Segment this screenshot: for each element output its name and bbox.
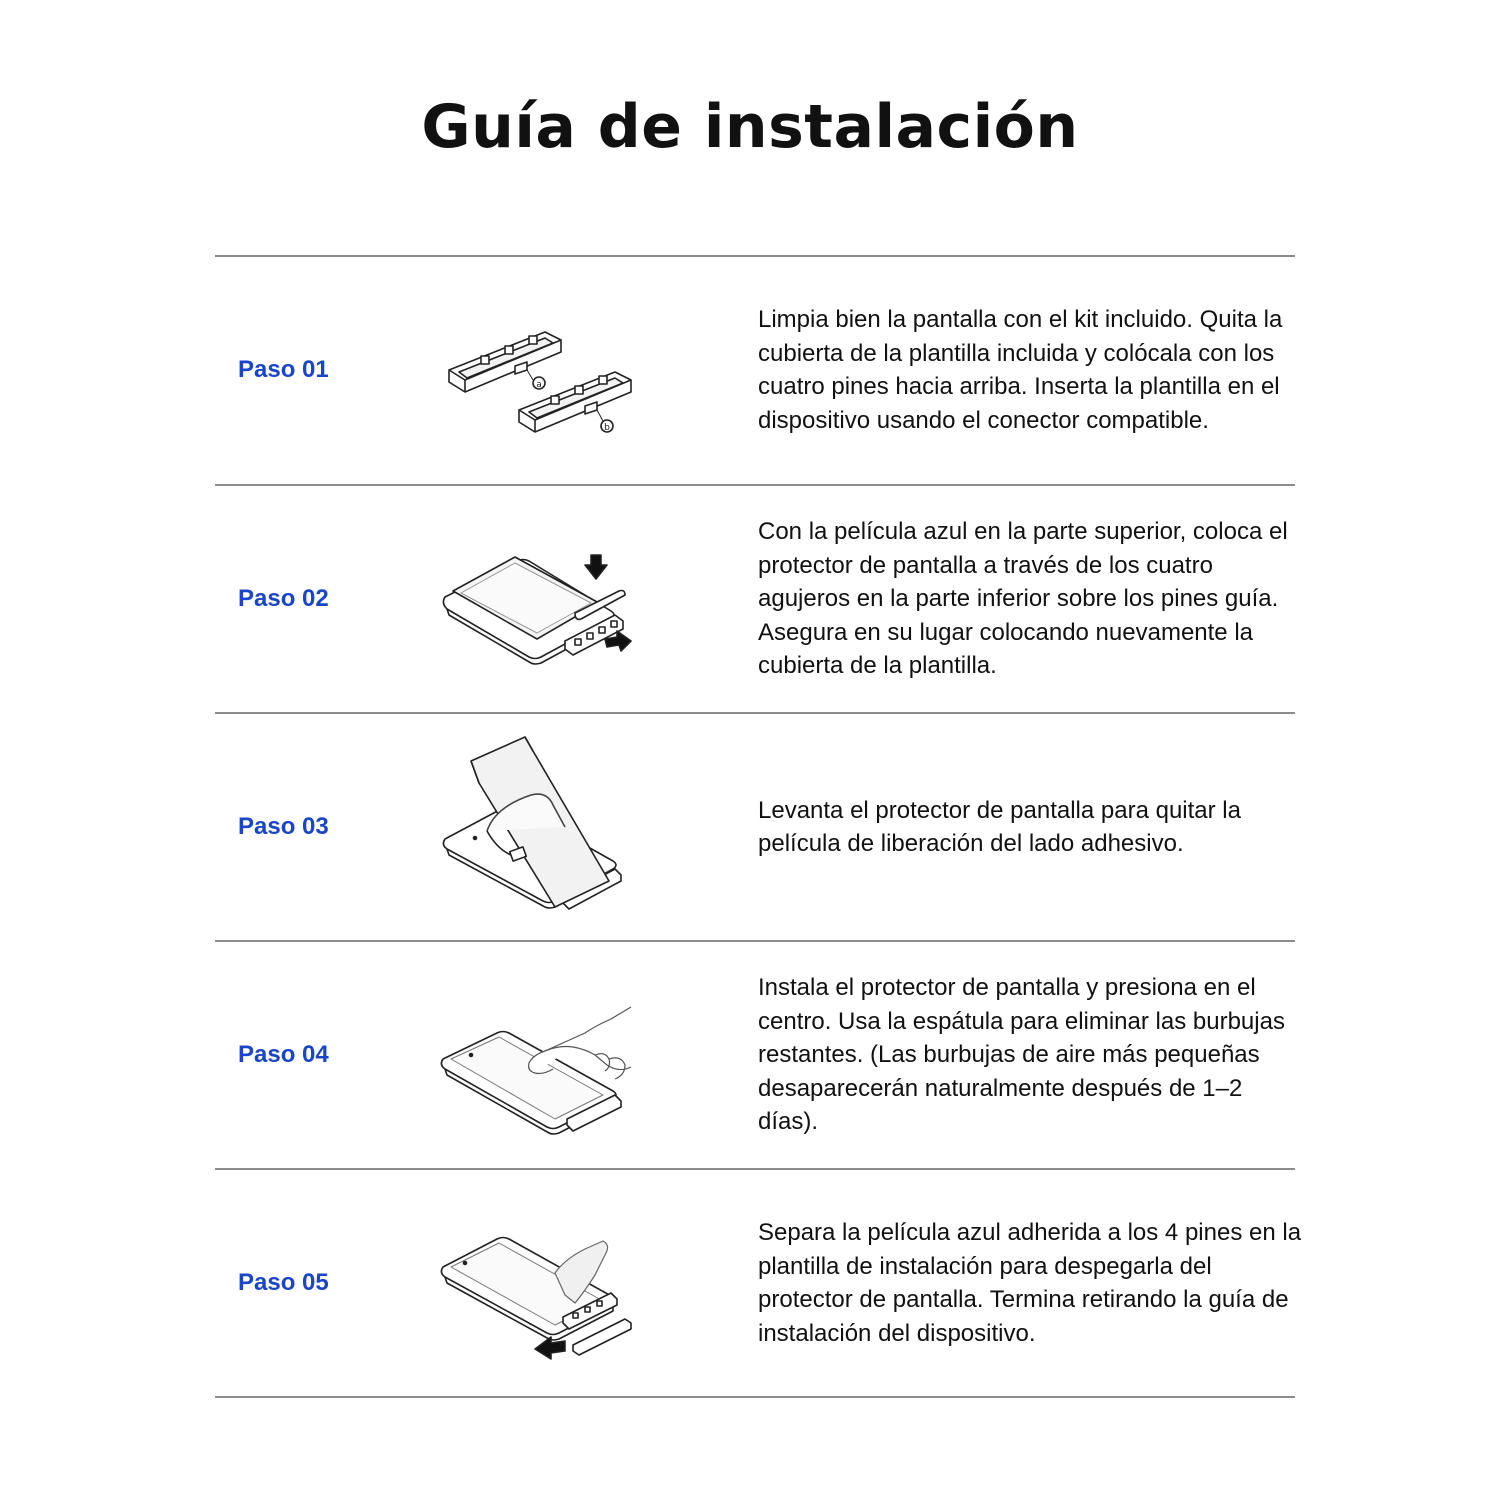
step-05	[215, 1169, 1302, 1397]
press-center-finger-icon	[435, 955, 635, 1155]
step-label: Paso 05	[238, 1269, 329, 1296]
marker-b: b	[604, 423, 610, 433]
page-title: Guía de instalación	[421, 92, 1079, 162]
step-label: Paso 01	[238, 356, 329, 383]
divider	[215, 1396, 1295, 1398]
step-label: Paso 02	[238, 585, 329, 612]
marker-a: a	[536, 380, 542, 390]
step-03	[215, 713, 1295, 941]
step-description: Limpia bien la pantalla con el kit incluido. Quita la cubierta de la plantilla incluida y colócala con los cuatro pines hacia arriba. Inserta la plantilla en el dispositivo usando el conector compatible.	[758, 306, 1283, 434]
installation-template-cover-icon	[435, 270, 635, 470]
step-04	[215, 941, 1295, 1169]
step-01	[215, 256, 1295, 484]
step-description: Separa la película azul adherida a los 4 pines en la plantilla de instalación para despegarla del protector de pantalla. Termina retirando la guía de instalación del dispositivo.	[758, 1219, 1302, 1347]
step-label: Paso 03	[238, 813, 329, 840]
step-description: Levanta el protector de pantalla para quitar la película de liberación del lado adhesivo.	[758, 796, 1241, 857]
step-description: Con la película azul en la parte superior, coloca el protector de pantalla a través de los cuatro agujeros en la parte inferior sobre los pines guía. Asegura en su lugar colocando nuevamente la cubierta de la plantilla.	[758, 518, 1288, 680]
place-protector-on-pins-icon	[435, 499, 635, 699]
step-description: Instala el protector de pantalla y presiona en el centro. Usa la espátula para eliminar las burbujas restantes. (Las burbujas de aire más pequeñas desaparecerán naturalmente después de 1–2 días).	[758, 974, 1285, 1136]
peel-release-film-icon	[435, 727, 635, 927]
step-02	[215, 485, 1295, 713]
remove-blue-film-icon	[435, 1183, 635, 1383]
step-label: Paso 04	[238, 1041, 329, 1068]
